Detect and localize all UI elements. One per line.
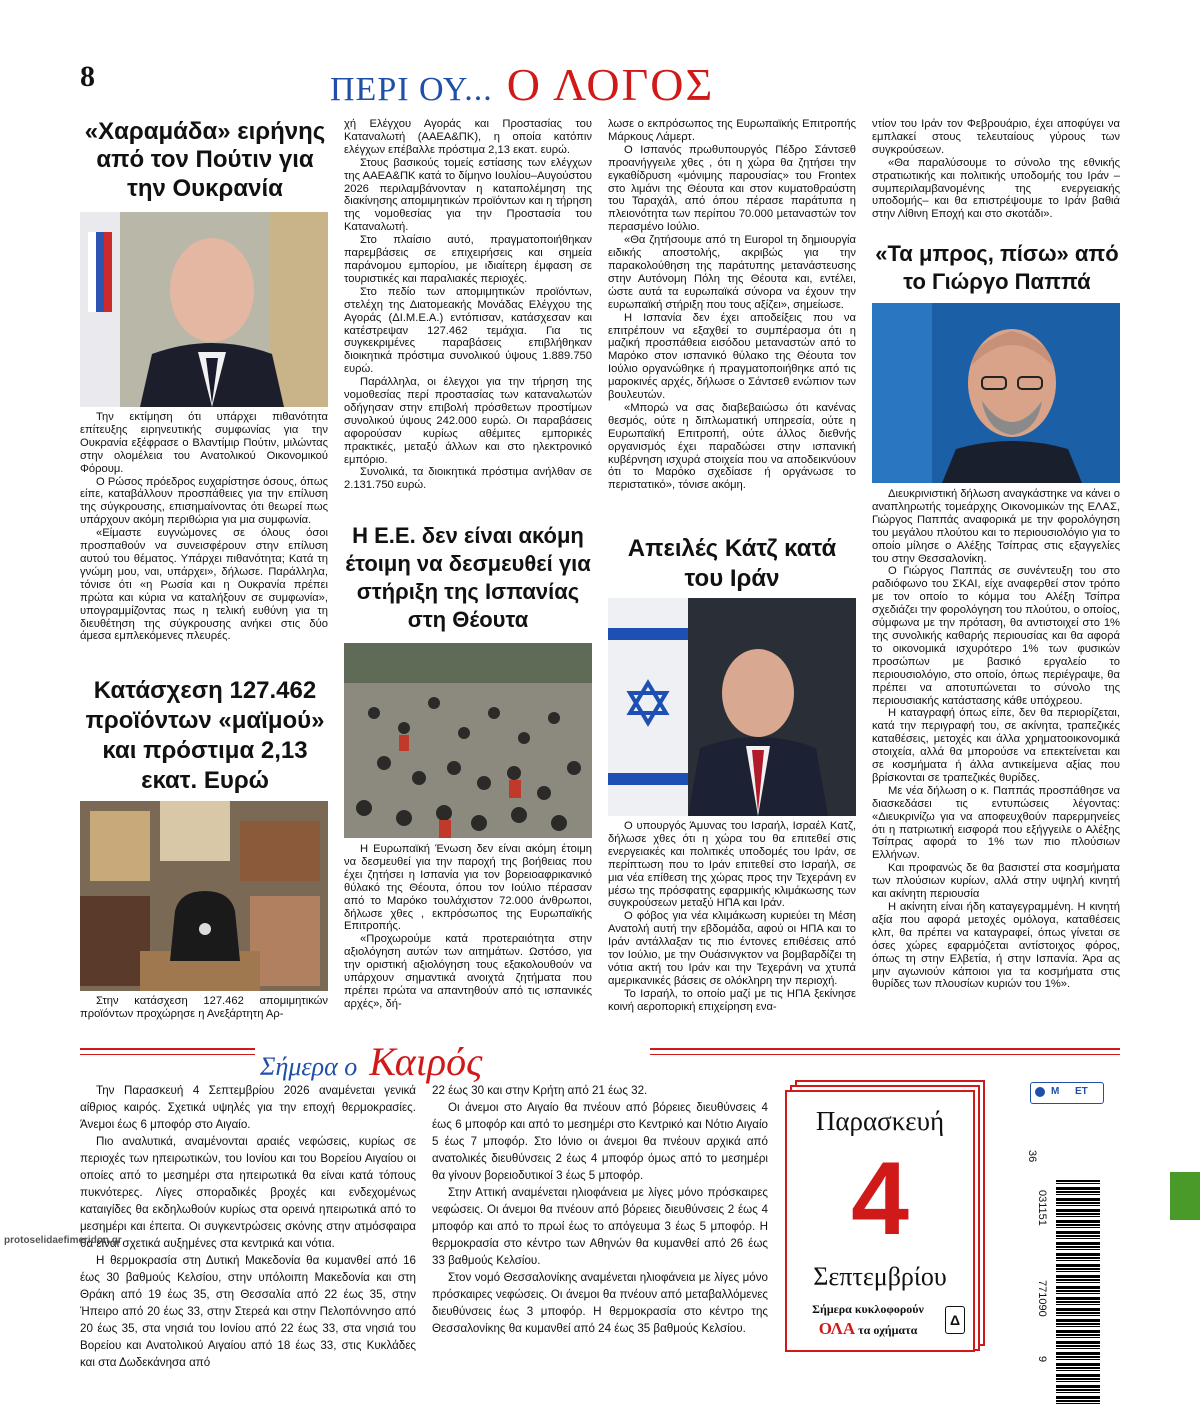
weather-title-right: Καιρός: [369, 1039, 483, 1084]
traffic-tag: [793, 1302, 943, 1339]
page-number: 8: [80, 60, 95, 93]
putin-paragraph: «Είμαστε ευγνώμονες σε όλους όσοι προσπαθούν να συνεισφέρουν στην επίλυση αυτού του θέματος. Υπάρχει πιθανότητα; Κατά τη γνώμη μου, ναι, υπάρχει», δήλωσε. Παράλληλα, τόνισε ότι «η Ρωσία και η Ουκρανία πρέπει πρώτα και κύρια να καταλήξουν σε συμφωνία», υπογραμμίζοντας πως η τελική ευθύνη για τη διευθέτηση της σύγκρουσης ανήκει στις δύο άμεσα εμπλεκόμενες πλευρές.: [80, 527, 328, 643]
weather-rule-right-bottom: [650, 1054, 1120, 1055]
barcode-digits-right: 031151: [1036, 1190, 1048, 1226]
weather-paragraph: Πιο αναλυτικά, αναμένονται αραιές νεφώσεις, κυρίως σε περιοχές των ηπειρωτικών, του Ιονίου και του Βορείου Αιγαίου οι οποίες από το μεσημέρι στα ηπειρωτικά θα είναι κατά τόπους πυκνότερες. Λίγες σποραδικές βροχές και ενδεχομένως καταιγίδες θα εκδηλωθούν κυρίως στα ορεινά ηπειρωτικά από το μεσημέρι και έπειτα. Οι συγκεντρώσεις σκόνης στην ατμόσφαιρα θα είναι σχετικά αυξημένες στα κεντρικά και νότια.: [80, 1135, 416, 1250]
katz-paragraph: Το Ισραήλ, το οποίο μαζί με τις ΗΠΑ ξεκίνησε κοινή αεροπορική επιχείρηση ενα-: [608, 987, 856, 1013]
pappas-photo: [872, 303, 1120, 483]
weather-paragraph: Στον νομό Θεσσαλονίκης αναμένεται ηλιοφάνεια με λίγες μόνο πρόσκαιρες νεφώσεις. Οι άνεμοι θα πνέουν από μεταβαλλόμενες διευθύνσεις έως 3 μποφόρ. Η θερμοκρασία στο κέντρο της Θεσσαλονίκης θα κυμανθεί από 24 έως 35 βαθμούς Κελσίου.: [432, 1271, 768, 1335]
weather-paragraph: Στην Αττική αναμένεται ηλιοφάνεια με λίγες μόνο πρόσκαιρες νεφώσεις. Οι άνεμοι θα πνέουν από βόρειες διευθύνσεις 2 έως 4 μποφόρ και από το πρωί έως το απόγευμα 3 έως 5 μποφόρ. Η θερμοκρασία στο κέντρο των Αθηνών θα κυμανθεί από 26 έως 33 βαθμούς Κελσίου.: [432, 1186, 768, 1267]
katz-paragraph: Ο υπουργός Άμυνας του Ισραήλ, Ισραέλ Κατζ, δήλωσε χθες ότι η χώρα του θα επιτεθεί στις ενεργειακές και πολιτικές υποδομές του Ιράν, σε περίπτωση που το Ιράν επιτεθεί στο Ισραήλ, σε μια νέα επίθεση της χώρας προς την Τεχεράνη εν μέσω της πρόσφατης εφαρμικής κλιμάκωσης των συγκρούσεων μεταξύ ΗΠΑ και Ιράν.: [608, 820, 856, 910]
barcode-bars: [1056, 1180, 1100, 1405]
pappas-headline: «Τα μπρος, πίσω» από το Γιώργο Παππά: [875, 241, 1119, 294]
katz-continued: [872, 118, 1120, 221]
weather-rule-left-top: [80, 1048, 255, 1050]
weather-paragraph: Η θερμοκρασία στη Δυτική Μακεδονία θα κυμανθεί από 16 έως 30 βαθμούς Κελσίου, στην υπόλοιπη Μακεδονία και στη Θράκη από 19 έως 35, στη Θεσσαλία από 22 έως 35, στην Ήπειρο από 20 έως 33, στην Στερεά και στην Πελοπόννησο από 20 έως 35, στα νησιά του Ιονίου από 22 έως 33, στα νησιά του Βορείου και Ανατολικού Αιγαίου από 18 έως 33, στις Κυκλάδες και στα Δωδεκάνησα από: [80, 1254, 416, 1369]
ceuta-photo-art: [344, 643, 592, 838]
ceuta-paragraph: Η Ευρωπαϊκή Ένωση δεν είναι ακόμη έτοιμη να δεσμευθεί για την παροχή της βοήθειας που έχει ζητήσει η Ισπανία για τον βορειοαφρικανικό θύλακό της Θέουτα, όπου τον Ιούλιο πέρασαν από το Μαρόκο τουλάχιστον 72.000 άνθρωποι, δήλωσε χθες , εκπρόσωπος της Ευρωπαϊκής Επιτροπής.: [344, 843, 592, 933]
date-box: [785, 1082, 985, 1350]
traffic-letter-badge: Δ: [945, 1306, 965, 1334]
ceuta-photo: [344, 643, 592, 838]
weather-paragraph: Την Παρασκευή 4 Σεπτεμβρίου 2026 αναμένεται γενικά αίθριος καιρός. Σχετικά υψηλές για την εποχή θερμοκρασίες. Άνεμοι έως 6 μποφόρ στο Αιγαίο.: [80, 1084, 416, 1131]
putin-paragraph: Ο Ρώσος πρόεδρος ευχαρίστησε όσους, όπως είπε, καταβάλλουν προσπάθειες για την επίλυση της σύγκρουσης, επισημαίνοντας ότι θεωρεί πως υπάρχουν ακόμη περιθώρια για μια συμφωνία.: [80, 475, 328, 527]
barcode: [1026, 1080, 1102, 1370]
putin-photo: [80, 212, 328, 407]
barcode-digit-left: 9: [1036, 1356, 1048, 1363]
ceuta-paragraph: «Προχωρούμε κατά προτεραιότητα στην αξιολόγηση αυτών των αιτημάτων. Ωστόσο, για την οριστική αξιολόγηση τους εξακολουθούν να υπάρχουν σημαντικά ανοιχτά ζητήματα που πρέπει πρώτα να απαντηθούν από τις ισπανικές αρχές», δή-: [344, 933, 592, 1010]
meteo-logo-right: ΕΤ: [1075, 1086, 1088, 1097]
ceuta-body: [344, 843, 592, 1011]
masthead-right: Ο ΛΟΓΟΣ: [506, 59, 715, 110]
section-side-tab: [1170, 1172, 1200, 1220]
seizure-paragraph: Στο πεδίο των απομιμητικών προϊόντων, στελέχη της Διατομεακής Μονάδας Ελέγχου της Αγοράς (ΔΙ.Μ.Ε.Α.) εντόπισαν, κατάσχεσαν και κατέστρεψαν 127.462 τεμάχια. Για τις συγκεκριμένες παραβάσεις επιβλήθηκαν διοικητικά πρόστιμα συνολικού ύψους 1.889.750 ευρώ.: [344, 285, 592, 376]
seizure-photo-art: [80, 801, 328, 991]
seizure-paragraph: Παράλληλα, οι έλεγχοι για την τήρηση της νομοθεσίας περί προστασίας των καταναλωτών οδήγησαν στην επιβολή πρόσθετων προστίμων συνολικού ύψους 242.000 ευρώ. Οι παραβάσεις αφορούσαν κυρίως αθέμιτες εμπορικές πρακτικές, μεταξύ άλλων και στο ηλεκτρονικό εμπόριο.: [344, 376, 592, 466]
pappas-paragraph: Διευκρινιστική δήλωση αναγκάστηκε να κάνει ο αναπληρωτής τομεάρχης Οικονομικών της ΕΛΑΣ, Γιώργος Παππάς αναφορικά με την φορολόγηση του μεγάλου πλούτου και το περιουσιολόγιο για το οποίο μίλησε ο Αλέξης Τσίπρας στις εξαγγελίες του στην Θεσσαλονίκη.: [872, 488, 1120, 565]
seizure-paragraph: Συνολικά, τα διοικητικά πρόστιμα ανήλθαν σε 2.131.750 ευρώ.: [344, 466, 592, 492]
weather-paragraph: Οι άνεμοι στο Αιγαίο θα πνέουν από βόρειες διευθύνσεις 4 έως 6 μποφόρ και από το μεσημέρι στο Κεντρικό και Νότιο Αιγαίο 5 έως 7 μποφόρ. Στο Ιόνιο οι άνεμοι θα πνέουν αρχικά από ανατολικές διευθύνσεις 2 έως 4 μποφόρ όμως από το μεσημέρι θα γίνουν βορειοδυτικοί 3 έως 5 μποφόρ.: [432, 1101, 768, 1182]
katz-body: [608, 820, 856, 1014]
barcode-issue: 36: [1026, 1150, 1038, 1163]
weather-rule-right-top: [650, 1048, 1120, 1050]
putin-photo-art: [80, 212, 328, 407]
seizure-body: [80, 995, 328, 1021]
masthead-left: ΠΕΡΙ ΟΥ...: [330, 71, 493, 108]
date-month: Σεπτεμβρίου: [813, 1262, 947, 1291]
ceuta-paragraph: λωσε ο εκπρόσωπος της Ευρωπαϊκής Επιτροπής Μάρκους Λάμερτ.: [608, 118, 856, 143]
pappas-paragraph: Με νέα δήλωση ο κ. Παππάς προσπάθησε να διασκεδάσει τις εντυπώσεις λέγοντας: «Διευκρινίζω για να αποφευχθούν παρερμηνείες ότι η πατριωτική εισφορά που εξήγγειλε ο Αλέξης Τσίπρας αφορά το 1% των πιο πλούσιων Ελλήνων.: [872, 784, 1120, 862]
ceuta-paragraph: Ο Ισπανός πρωθυπουργός Πέδρο Σάντσεθ προανήγγειλε χθες , ότι η χώρα θα ζητήσει την εγκαθίδρυση «μόνιμης παρουσίας» του Frontex στο λιμάνι της Θέουτα και στον κυματοθραύστη του Ταραχάλ, από όπου πέρασε παράτυπα η πλειονότητα των περίπου 70.000 μεταναστών τον περασμένο Ιούλιο.: [608, 143, 856, 234]
katz-photo: [608, 598, 856, 816]
meteo-logo-left: Μ: [1051, 1086, 1060, 1097]
seizure-paragraph: χή Ελέγχου Αγοράς και Προστασίας του Καταναλωτή (ΑΑΕΑ&ΠΚ), η οποία κατόπιν ελέγχων επέβαλλε πρόστιμα 2,13 εκατ. ευρώ.: [344, 118, 592, 156]
katz-paragraph: «Θα παραλύσουμε το σύνολο της εθνικής στρατιωτικής και πολιτικής υποδομής του Ιράν – συμπεριλαμβανομένης της ενεργειακής υποδομής– και θα επιστρέψουμε το Ιράν βαθιά στην Λίθινη Εποχή και στο σκοτάδι».: [872, 156, 1120, 221]
seizure-continued: [344, 118, 592, 492]
ceuta-paragraph: «Θα ζητήσουμε από τη Europol τη δημιουργία ειδικής αποστολής, ακριβώς για την παρακολούθηση της παράτυπης μετανάστευσης στην Αυτόνομη Πόλη της Θέουτα και, εντέλει, ώστε αυτά τα ευρωπαϊκά σύνορα να έχουν την ευρωπαϊκή στήριξη που τους αξίζει», σημείωσε.: [608, 234, 856, 311]
katz-photo-art: [608, 598, 856, 816]
katz-paragraph: Ο φόβος για νέα κλιμάκωση κυριεύει τη Μέση Ανατολή αυτή την εβδομάδα, αφού οι ΗΠΑ και το Ιράν αντάλλαξαν τις πιο έντονες επιθέσεις από τον Ιούλιο, με την Ουάσινγκτον να βομβαρδίζει τη νότια ακτή του Ιράν και την Τεχεράνη να χτυπά αμερικανικές βάσεις σε ολόκληρη την περιοχή.: [608, 910, 856, 987]
traffic-tag-line2: τα οχήματα: [858, 1323, 918, 1337]
pappas-photo-art: [872, 303, 1120, 483]
weather-title: [260, 1038, 660, 1084]
putin-paragraph: Την εκτίμηση ότι υπάρχει πιθανότητα επίτευξης ειρηνευτικής συμφωνίας για την Ουκρανία εξέφρασε ο Βλαντίμιρ Πούτιν, μιλώντας στην ολομέλεια του Ανατολικού Οικονομικού Φόρουμ.: [80, 411, 328, 475]
pappas-body: [872, 488, 1120, 991]
ceuta-paragraph: Η Ισπανία δεν έχει αποδείξεις που να επιτρέπουν να εξαχθεί το συμπέρασμα ότι η μαζική προσπάθεια εισόδου μεταναστών από το Μαρόκο στον ισπανικό θύλακο της Θέουτα τον Ιούλιο οργανώθηκε ή πραγματοποιήθηκε από τις μαροκινές αρχές, δήλωσε ο Σάντσεθ ενώπιον των βουλευτών.: [608, 311, 856, 402]
seizure-photo: [80, 801, 328, 991]
barcode-digits-mid: 771090: [1036, 1280, 1048, 1317]
weather-rule-left-bottom: [80, 1054, 255, 1055]
ceuta-continued: [608, 118, 856, 492]
watermark: protoselidaefimeridon.gr: [4, 1235, 122, 1246]
seizure-headline: Κατάσχεση 127.462 προϊόντων «μαϊμού» και πρόστιμα 2,13 εκατ. Ευρώ: [85, 677, 325, 794]
putin-headline: «Χαραμάδα» ειρήνης από τον Πούτιν για την Ουκρανία: [84, 118, 326, 202]
katz-paragraph: ντίον του Ιράν τον Φεβρουάριο, έχει αποφύγει να εμπλακεί στους τελευταίους γύρους των συγκρούσεων.: [872, 118, 1120, 156]
weather-col-1: [80, 1082, 416, 1371]
traffic-tag-ola: ΟΛΑ: [818, 1319, 856, 1338]
pappas-paragraph: Η ακίνητη είναι ήδη καταγεγραμμένη. Η κινητή αξία που αφορά μετοχές ομόλογα, καταθέσεις κλπ, θα πρέπει να καταγραφεί, όπως γίνεται σε όσες χώρες εφαρμόζεται αντίστοιχος φόρος, όπως τη στην Ελβετία, ή στην Ισπανία. Άρα ας μην αγωνιούν κάποιοι για τα κοσμήματα στις θυρίδες των πλουσίων κυριών του 1%».: [872, 901, 1120, 991]
date-day: Παρασκευή: [815, 1106, 945, 1136]
pappas-paragraph: Η καταγραφή όπως είπε, δεν θα περιορίζεται, κατά την περιγραφή του, σε ακίνητα, τραπεζικές καταθέσεις, μετοχές και άλλα χρηματοοικονομικά στοιχεία, αλλά θα μπορούσε να επεκτείνεται και σε κοσμήματα ή άλλα αντικείμενα αξίας που βρίσκονται σε τραπεζικές θυρίδες.: [872, 707, 1120, 784]
ceuta-paragraph: «Μπορώ να σας διαβεβαιώσω ότι κανένας θεσμός, ούτε η διπλωματική υπηρεσία, ούτε η Ευρωπαϊκή Επιτροπή, ούτε άλλος διεθνής οργανισμός έχει παραδώσει στην ισπανική κυβέρνηση ισχυρά στοιχεία που να αποδεικνύουν ότι το Μαρόκο σχεδίασε ή οργάνωσε το περιστατικό», τόνισε ακόμη.: [608, 401, 856, 492]
weather-paragraph: 22 έως 30 και στην Κρήτη από 21 έως 32.: [432, 1084, 648, 1097]
weather-col-2: [432, 1082, 768, 1337]
putin-body: [80, 411, 328, 643]
katz-headline: Απειλές Κάτζ κατά του Ιράν: [627, 535, 837, 592]
ceuta-headline: Η Ε.Ε. δεν είναι ακόμη έτοιμη να δεσμευθεί για στήριξη της Ισπανίας στη Θέουτα: [345, 523, 591, 632]
traffic-tag-line1: Σήμερα κυκλοφορούν: [812, 1302, 924, 1316]
date-box-sheet-front: [785, 1090, 975, 1352]
seizure-paragraph: Στους βασικούς τομείς εστίασης των ελέγχων της ΑΑΕΑ&ΠΚ κατά το δίμηνο Ιουλίου–Αυγούστου 2026 περιλαμβάνονταν η καταπολέμηση της διακίνησης απομιμητικών προϊόντων και η τήρηση της νομοθεσίας για την Προστασία του Καταναλωτή.: [344, 156, 592, 234]
date-number: 4: [851, 1141, 909, 1257]
weather-title-left: Σήμερα ο: [260, 1052, 358, 1081]
seizure-paragraph: Στην κατάσχεση 127.462 απομιμητικών προϊόντων προχώρησε η Ανεξάρτητη Αρ-: [80, 995, 328, 1020]
seizure-paragraph: Στο πλαίσιο αυτό, πραγματοποιήθηκαν παρεμβάσεις σε επιχειρήσεις και σημεία παράνομου εμπορίου, με ιδιαίτερη έμφαση σε τουριστικές και παραλιακές περιοχές.: [344, 234, 592, 285]
pappas-paragraph: Ο Γιώργος Παππάς σε συνέντευξη του στο ραδιόφωνο του ΣΚΑΙ, είχε αναφερθεί στον τρόπο με τον οποίο το κόμμα του Αλέξη Τσίπρα σχεδιάζει την φορολόγηση του πλούτου, ο οποίος, σύμφωνα με την πρόταση, θα αντιστοιχεί στο 1% της συνολικής καθαρής περιουσίας και θα αφορά το οικονομικά ισχυρότερο 1% των φυσικών προσώπων με βασικό εργαλείο το περιουσιολόγιο, στο οποίο, όπως περιέγραψε, θα πρέπει να αποτυπώνεται το σύνολο της περιουσιακής κατάστασης κάθε υπόχρεου.: [872, 565, 1120, 707]
pappas-paragraph: Και προφανώς δε θα βασιστεί στα κοσμήματα των πλούσιων κυρίων, αλλά στην υψηλή κινητή και ακίνητη περιουσία: [872, 862, 1120, 901]
masthead: [330, 58, 890, 108]
